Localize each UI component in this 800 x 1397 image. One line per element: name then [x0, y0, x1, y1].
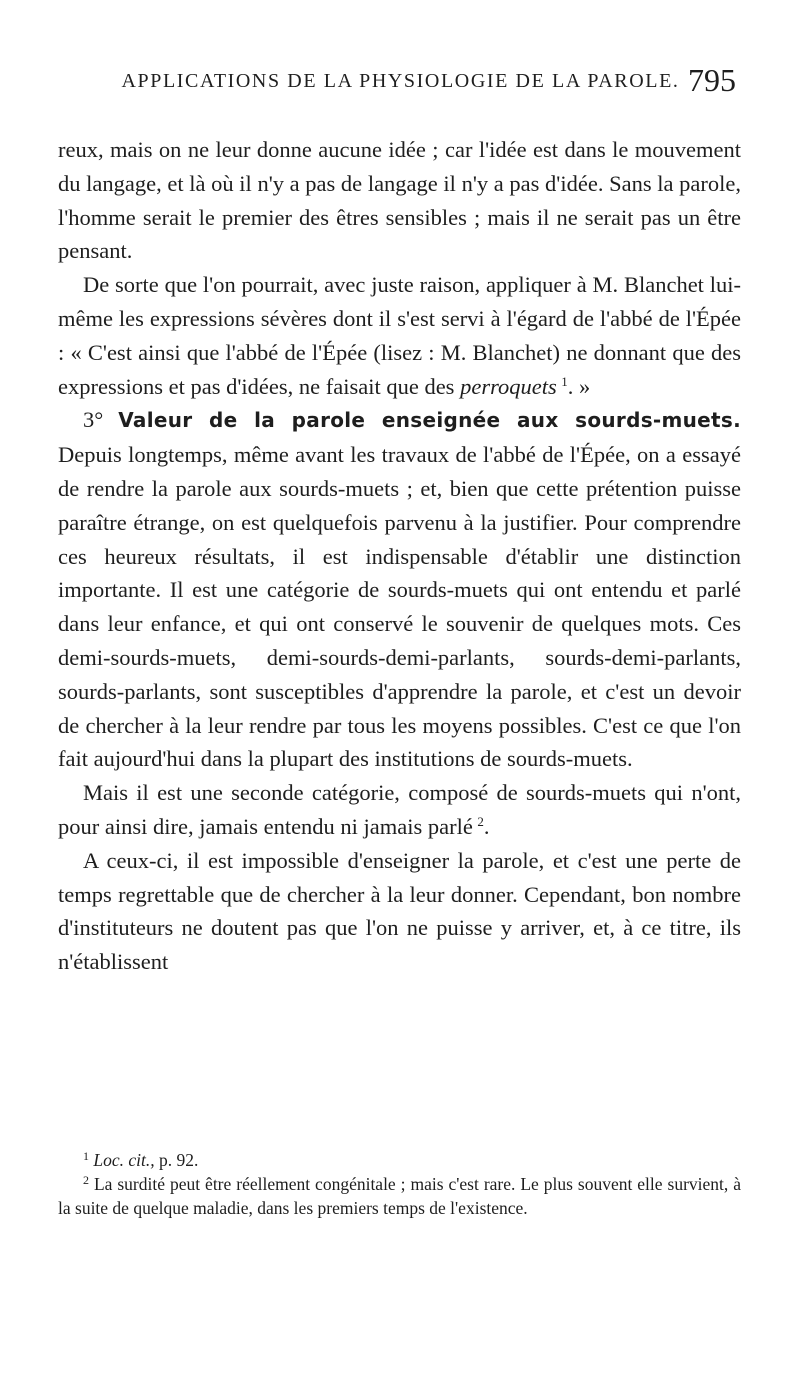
- paragraph-4-end: .: [483, 813, 490, 839]
- page-number: 795: [688, 62, 736, 98]
- footnote-mark: 2: [83, 1173, 89, 1187]
- footnote-2: [58, 1172, 741, 1220]
- paragraph-5: A ceux-ci, il est impossible d'enseigner la parole, et c'est une perte de temps regrettable que de chercher à la leur donner. Cependant, bon nombre d'instituteurs ne doutent pas que l'on ne puisse y arriver, et, à ce titre, ils n'établissent: [58, 847, 741, 975]
- running-header: APPLICATIONS DE LA PHYSIOLOGIE DE LA PAROLE.: [121, 70, 680, 92]
- paragraph-2: [58, 268, 741, 403]
- paragraph-2-text: De sorte que l'on pourrait, avec juste raison, appliquer à M. Blanchet lui-même les expressions sévères dont il s'est servi à l'égard de l'abbé de l'Épée : « C'est ainsi que l'abbé de l'Épée (lisez : M. Blanchet) ne donnant que des expressions et pas d'idées, ne faisait que des: [58, 272, 741, 399]
- paragraph-4: [58, 776, 741, 844]
- footnote-ref-1: 1: [561, 373, 568, 389]
- footnote-text: p. 92.: [154, 1150, 199, 1170]
- main-text: [58, 133, 741, 979]
- footnote-ref-2: 2: [477, 813, 484, 829]
- footnote-1: [58, 1148, 741, 1172]
- section-number: 3°: [83, 407, 104, 433]
- paragraph-4-text: Mais il est une seconde catégorie, composé de sourds-muets qui n'ont, pour ainsi dire, jamais entendu ni jamais parlé: [58, 780, 741, 839]
- footnote-mark: 1: [83, 1149, 89, 1163]
- paragraph-3-text: Depuis longtemps, même avant les travaux de l'abbé de l'Épée, on a essayé de rendre la parole aux sourds-muets ; et, bien que cette prétention puisse paraître étrange, on est quelquefois parvenu à la justifier. Pour comprendre ces heureux résultats, il est indispensable d'établir une distinction importante. Il est une catégorie de sourds-muets qui ont entendu et parlé dans leur enfance, et qui ont conservé le souvenir de quelques mots. Ces demi-sourds-muets, demi-sourds-demi-parlants, sourds-demi-parlants, sourds-parlants, sont susceptibles d'apprendre la parole, et c'est un devoir de chercher à la leur rendre par tous les moyens possibles. C'est ce que l'on fait aujourd'hui dans la plupart des institutions de sourds-muets.: [58, 442, 741, 772]
- italic-term: perroquets: [460, 373, 557, 399]
- paragraph-2-end: . »: [567, 373, 591, 399]
- paragraph-1: reux, mais on ne leur donne aucune idée ; car l'idée est dans le mouvement du langage, et là où il n'y a pas de langage il n'y a pas d'idée. Sans la parole, l'homme serait le premier des êtres sensibles ; mais il ne serait pas un être pensant.: [58, 137, 741, 264]
- section-heading: Valeur de la parole enseignée aux sourds-muets.: [118, 408, 742, 433]
- footnotes: [58, 1148, 741, 1220]
- footnote-italic: Loc. cit.,: [93, 1150, 155, 1170]
- paragraph-3: [58, 403, 741, 776]
- footnote-text: La surdité peut être réellement congénitale ; mais c'est rare. Le plus souvent elle survient, à la suite de quelque maladie, dans les premiers temps de l'existence.: [58, 1174, 741, 1218]
